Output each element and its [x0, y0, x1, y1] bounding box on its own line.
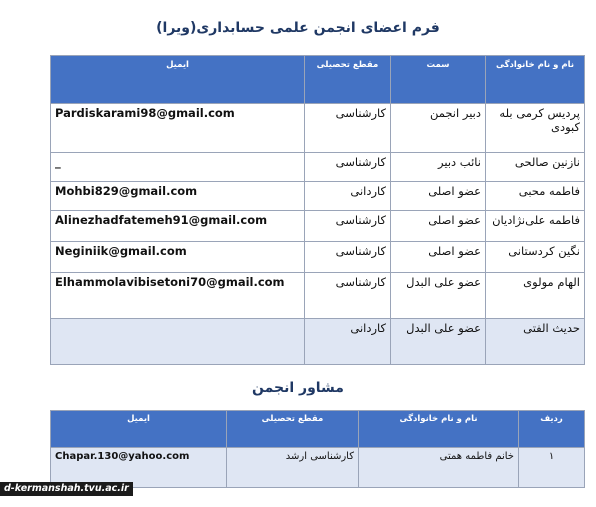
member-name: فاطمه محبی — [486, 182, 585, 211]
advisor-title: مشاور انجمن — [252, 380, 344, 396]
member-degree: کاردانی — [305, 319, 391, 365]
site-watermark: d-kermanshah.tvu.ac.ir — [0, 482, 133, 496]
member-role: نائب دبیر — [391, 153, 486, 182]
member-degree: کارشناسی — [305, 242, 391, 273]
advisor-email: Chapar.130@yahoo.com — [51, 448, 227, 488]
header-email: ایمیل — [51, 411, 227, 448]
member-role: دبیر انجمن — [391, 104, 486, 153]
form-title: فرم اعضای انجمن علمی حسابداری(ویرا) — [156, 20, 440, 36]
member-name: نگین کردستانی — [486, 242, 585, 273]
header-row-number: ردیف — [519, 411, 585, 448]
advisor-degree: کارشناسی ارشد — [227, 448, 359, 488]
member-role: عضو علی البدل — [391, 273, 486, 319]
header-role: سمت — [391, 56, 486, 104]
member-email: _ — [51, 153, 305, 182]
members-table — [50, 55, 585, 365]
table-row — [51, 273, 585, 319]
member-role: عضو اصلی — [391, 242, 486, 273]
member-email: Alinezhadfatemeh91@gmail.com — [51, 211, 305, 242]
members-header-row — [51, 56, 585, 104]
member-name: پردیس کرمی بله کبودی — [486, 104, 585, 153]
member-degree: کارشناسی — [305, 153, 391, 182]
member-email: Elhammolavibisetoni70@gmail.com — [51, 273, 305, 319]
member-name: نازنین صالحی — [486, 153, 585, 182]
member-email: Pardiskarami98@gmail.com — [51, 104, 305, 153]
advisor-table — [50, 410, 585, 488]
table-row — [51, 242, 585, 273]
member-role: عضو اصلی — [391, 211, 486, 242]
header-degree: مقطع تحصیلی — [305, 56, 391, 104]
member-email — [51, 319, 305, 365]
advisor-header-row — [51, 411, 585, 448]
advisor-name: خانم فاطمه همتی — [359, 448, 519, 488]
member-name: الهام مولوی — [486, 273, 585, 319]
member-degree: کاردانی — [305, 182, 391, 211]
member-name: فاطمه علی‌نژادیان — [486, 211, 585, 242]
advisor-row-number: ۱ — [519, 448, 585, 488]
table-row — [51, 182, 585, 211]
member-role: عضو اصلی — [391, 182, 486, 211]
member-role: عضو علی البدل — [391, 319, 486, 365]
member-email: Neginiik@gmail.com — [51, 242, 305, 273]
table-row — [51, 104, 585, 153]
member-name: حدیث الفتی — [486, 319, 585, 365]
member-degree: کارشناسی — [305, 104, 391, 153]
header-name: نام و نام خانوادگی — [359, 411, 519, 448]
table-row — [51, 153, 585, 182]
member-degree: کارشناسی — [305, 273, 391, 319]
header-email: ایمیل — [51, 56, 305, 104]
header-name: نام و نام خانوادگی — [486, 56, 585, 104]
table-row — [51, 211, 585, 242]
member-email: Mohbi829@gmail.com — [51, 182, 305, 211]
member-degree: کارشناسی — [305, 211, 391, 242]
table-row — [51, 319, 585, 365]
header-degree: مقطع تحصیلی — [227, 411, 359, 448]
